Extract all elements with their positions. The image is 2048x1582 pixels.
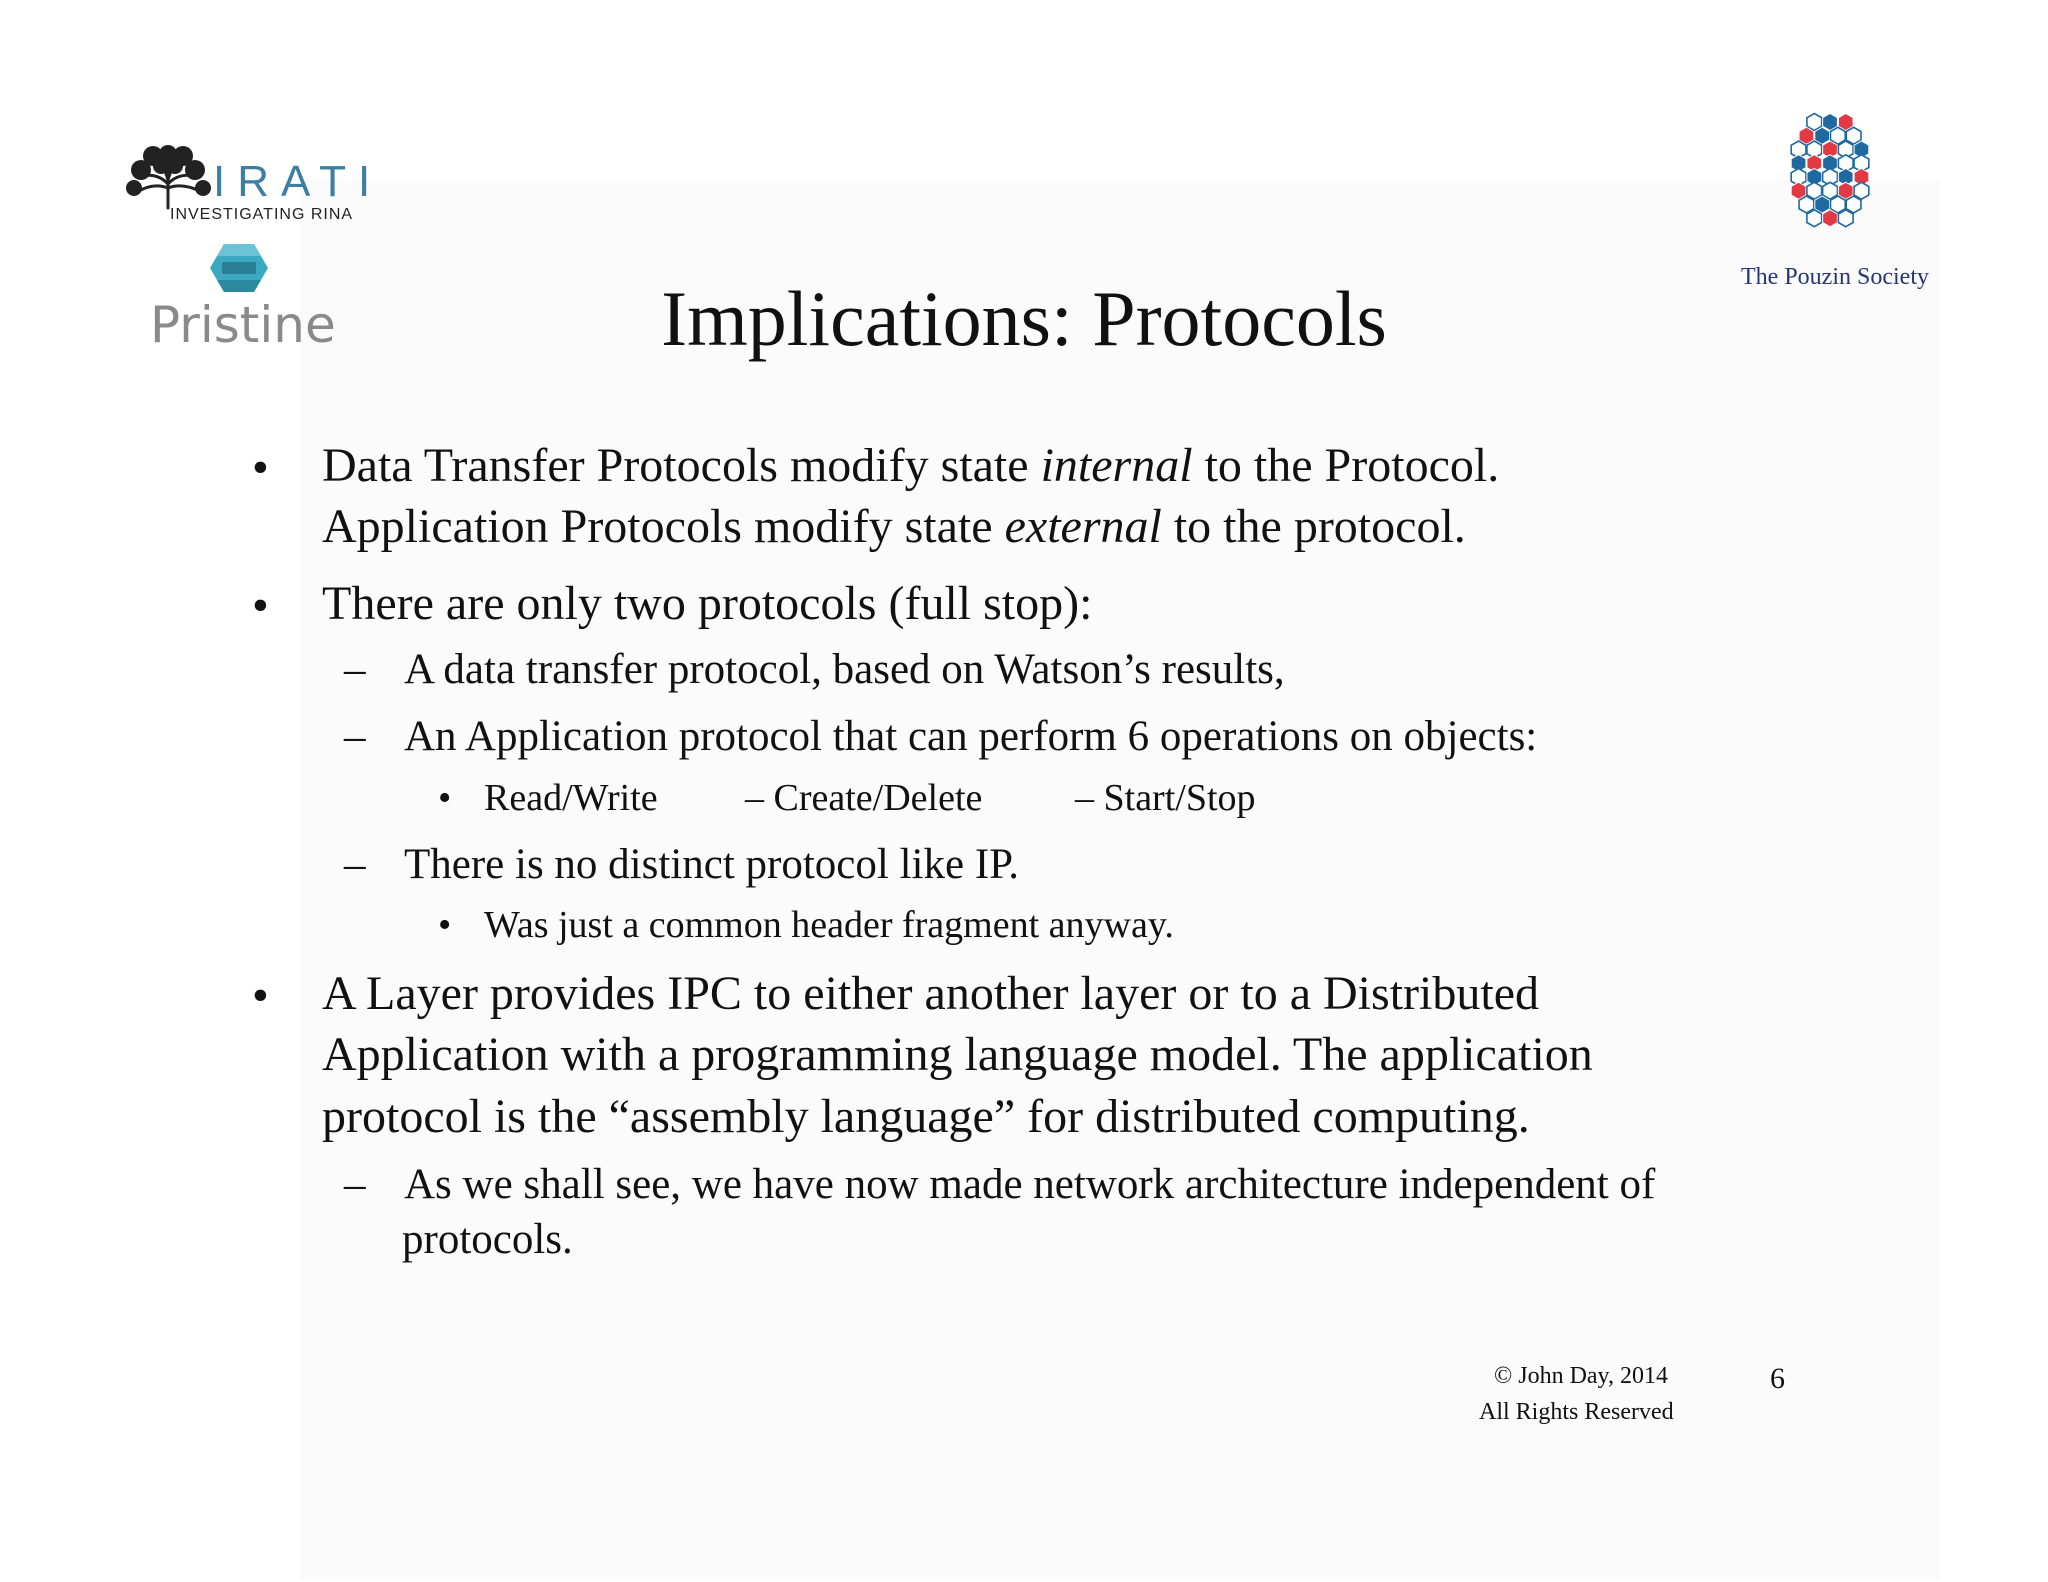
hexagon-cell [1823, 210, 1838, 227]
bullet-text-line: Data Transfer Protocols modify state internal to the Protocol. [322, 439, 1500, 492]
pouzin-society-label: The Pouzin Society [1741, 264, 1929, 290]
page-number: 6 [1770, 1362, 1785, 1395]
irati-wordmark: IRATI [213, 157, 383, 206]
bullet-marker: • [438, 904, 452, 946]
hexagon-cell [1807, 114, 1822, 131]
tree-icon [125, 140, 211, 210]
operation-read-write: Read/Write [484, 777, 658, 819]
sub-bullet-text: protocols. [402, 1216, 573, 1263]
bullet-text-line: protocol is the “assembly language” for distributed computing. [322, 1090, 1530, 1143]
bullet-text-line: Application Protocols modify state external to the protocol. [322, 500, 1466, 553]
bullet-text-line: A Layer provides IPC to either another layer or to a Distributed [322, 967, 1539, 1020]
operation-create-delete: – Create/Delete [745, 777, 983, 819]
sub-bullet-text: There is no distinct protocol like IP. [404, 841, 1020, 888]
copyright-text: © John Day, 2014 [1494, 1363, 1668, 1389]
dash-marker: – [344, 841, 366, 888]
note-text: Was just a common header fragment anyway. [484, 904, 1174, 946]
pristine-wordmark: Pristine [150, 296, 336, 354]
bullet-marker: • [252, 441, 269, 494]
dash-marker: – [344, 646, 366, 693]
dash-marker: – [344, 1161, 366, 1208]
hexagon-cell [1838, 210, 1853, 227]
bullet-text-line: There are only two protocols (full stop): [322, 577, 1093, 630]
hexagon-cluster-icon [1755, 108, 1905, 258]
irati-subtitle: INVESTIGATING RINA [170, 206, 354, 223]
rights-text: All Rights Reserved [1479, 1399, 1674, 1425]
operation-start-stop: – Start/Stop [1075, 777, 1256, 819]
bullet-marker: • [252, 969, 269, 1022]
pouzin-society-logo [1725, 108, 1945, 298]
sub-bullet-text: A data transfer protocol, based on Watson’s results, [404, 646, 1285, 693]
dash-marker: – [344, 713, 366, 760]
bullet-marker: • [252, 579, 269, 632]
sub-bullet-text: As we shall see, we have now made network architecture independent of [404, 1161, 1656, 1208]
bullet-marker: • [438, 777, 452, 819]
hexagon-cell [1807, 210, 1822, 227]
slide-title: Implications: Protocols [661, 275, 1387, 362]
irati-logo [125, 140, 395, 230]
sub-bullet-text: An Application protocol that can perform 6 operations on objects: [404, 713, 1538, 760]
bullet-text-line: Application with a programming language model. The application [322, 1028, 1593, 1081]
